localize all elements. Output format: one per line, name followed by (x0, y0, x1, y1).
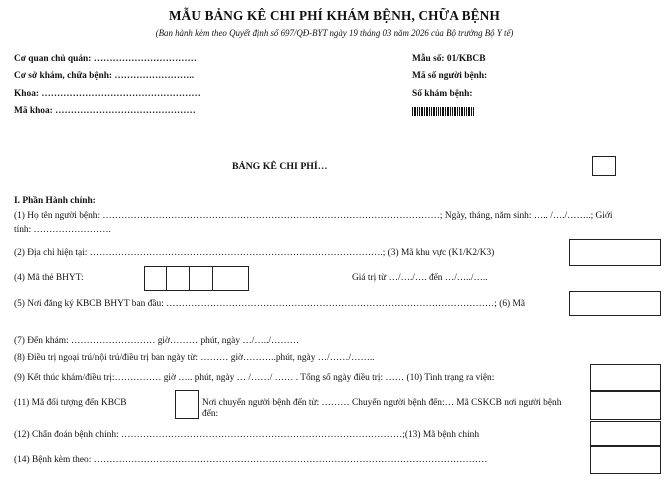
insurance-cell-3[interactable] (189, 266, 213, 291)
field-2-address: (2) Địa chỉ hiện tại: ………………………………………………………………………………….; (3) Mã khu vực (K1/K2/K3) (14, 248, 495, 258)
field-4-validity: Giá trị từ …/…./…. đến …/…../….. (352, 273, 488, 283)
field-5-registration: (5) Nơi đăng ký KBCB BHYT ban đầu: ……………………………………………………………………………………………; (6) Mã (14, 299, 526, 309)
comorbidity-code-box[interactable] (590, 446, 661, 474)
form-subtitle: (Ban hành kèm theo Quyết định số 697/QĐ-BYT ngày 19 tháng 03 năm 2026 của Bộ trưởng Bộ Y tế) (155, 28, 514, 38)
area-code-box[interactable] (569, 239, 661, 266)
insurance-cell-2[interactable] (166, 266, 190, 291)
form-number: Mẫu số: 01/KBCB (412, 54, 486, 64)
field-4-insurance-label: (4) Mã thẻ BHYT: (14, 273, 84, 283)
field-11-transfer-cont: đến: (202, 409, 219, 419)
field-1-gender: tính: ……………………. (14, 225, 111, 235)
discharge-status-box[interactable] (590, 364, 661, 391)
field-9-treatment-end: (9) Kết thúc khám/điều trị:…………… giờ ….. phút, ngày … /……/ …… . Tổng số ngày điều trị: …… (10) Tình trạng ra viện: (14, 373, 495, 383)
field-12-diagnosis: (12) Chẩn đoán bệnh chính: ………………………………………………………………………………;(13) Mã bệnh chính (14, 430, 480, 440)
field-11-transfer: Nơi chuyển người bệnh đến từ: ……… Chuyển người bệnh đến:… Mã CSKCB nơi người bệnh (202, 398, 562, 408)
part1-title: I. Phần Hành chính: (14, 196, 96, 206)
field-7-arrival: (7) Đến khám: ……………………… giờ……… phút, ngày …/…../……… (14, 336, 300, 346)
department-code-line: Mã khoa: ……………………………………… (14, 106, 196, 116)
statement-heading: BẢNG KÊ CHI PHÍ… (232, 161, 328, 172)
barcode-icon (412, 107, 492, 116)
department-line: Khoa: …………………………………………… (14, 89, 201, 99)
facility-line: Cơ sở khám, chữa bệnh: …………………….. (14, 71, 195, 81)
field-14-comorbidities: (14) Bệnh kèm theo: ……………………………………………………………………………………………………………… (14, 455, 488, 465)
record-number-label: Số khám bệnh: (412, 89, 473, 99)
form-title: MẪU BẢNG KÊ CHI PHÍ KHÁM BỆNH, CHỮA BỆNH (169, 8, 500, 23)
main-disease-code-box[interactable] (590, 421, 661, 446)
object-code-box[interactable] (175, 390, 199, 419)
field-1-patient-name: (1) Họ tên người bệnh: ………………………………………………………………………………………………; Ngày, tháng, năm sinh: ….. /…./……..; Giới (14, 211, 613, 221)
registration-code-box[interactable] (569, 291, 661, 316)
insurance-cell-4[interactable] (212, 266, 249, 291)
governing-agency-line: Cơ quan chủ quản: …………………………… (14, 54, 197, 64)
field-11-object-code: (11) Mã đối tượng đến KBCB (14, 398, 127, 408)
facility-code-box[interactable] (590, 391, 661, 420)
heading-checkbox[interactable] (592, 156, 616, 176)
field-8-treatment-start: (8) Điều trị ngoại trú/nội trú/điều trị ban ngày từ: ……… giờ………..phút, ngày …/……/…….. (14, 353, 375, 363)
patient-code-label: Mã số người bệnh: (412, 71, 488, 81)
insurance-cell-1[interactable] (144, 266, 167, 291)
